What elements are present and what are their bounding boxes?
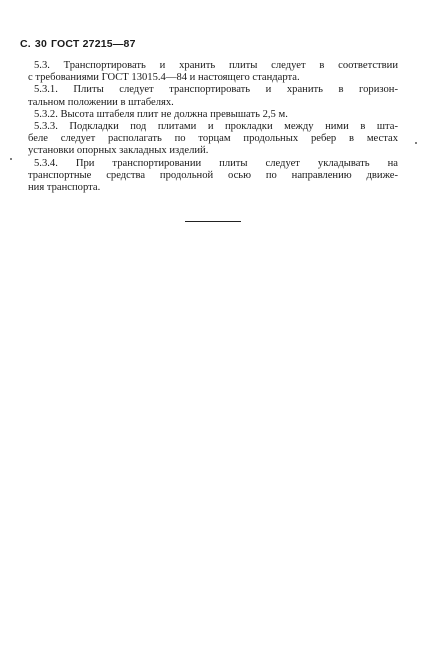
standard-designation: ГОСТ 27215—87	[51, 38, 136, 50]
section-5-3	[28, 60, 398, 84]
section-5-3-4	[28, 158, 398, 195]
page-number: 30	[34, 38, 47, 50]
text-line: установки опорных закладных изделий.	[28, 145, 209, 157]
section-5-3-1	[28, 84, 398, 108]
text-line: 5.3. Транспортировать и хранить плиты следует в соответствии	[34, 60, 398, 71]
text-line: 5.3.4. При транспортировании плиты следует укладывать на	[34, 157, 398, 169]
scan-speck	[415, 142, 417, 144]
text-line: 5.3.1. Плиты следует транспортировать и хранить в горизон-	[34, 84, 398, 96]
text-line: беле следует располагать по торцам продольных ребер в местах	[28, 133, 398, 145]
section-5-3-2	[28, 109, 398, 121]
text-line: 5.3.2. Высота штабеля плит не должна превышать 2,5 м.	[34, 108, 288, 120]
scan-speck	[10, 158, 12, 160]
text-line: транспортные средства продольной осью по направлению движе-	[28, 169, 398, 181]
text-line: 5.3.3. Подкладки под плитами и прокладки между ними в шта-	[34, 121, 398, 133]
end-of-text-rule	[185, 221, 241, 222]
page-letter: С.	[20, 38, 31, 50]
section-5-3-3	[28, 121, 398, 158]
document-body	[28, 60, 398, 194]
text-line: ния транспорта.	[28, 182, 101, 194]
text-line: тальном положении в штабелях.	[28, 96, 174, 108]
page-header	[20, 38, 140, 50]
text-line: с требованиями ГОСТ 13015.4—84 и настоящего стандарта.	[28, 72, 300, 84]
